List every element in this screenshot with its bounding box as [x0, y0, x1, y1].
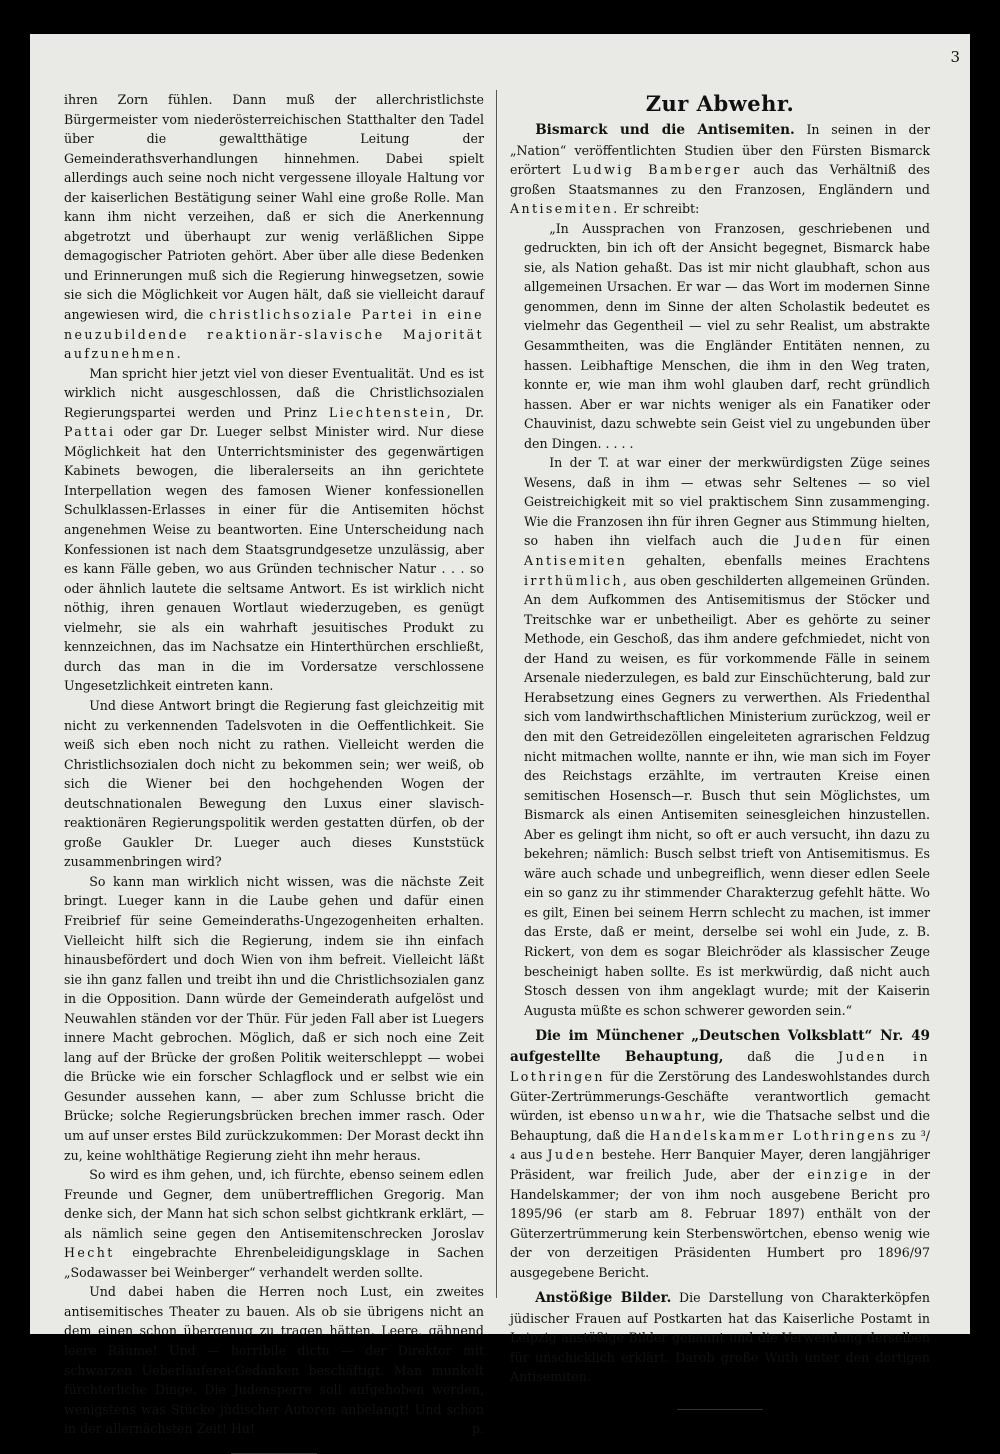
- page-number: 3: [950, 48, 960, 66]
- paragraph-text: Die Darstellung von Charakterköpfen jüdischer Frauen auf Postkarten hat das Kaiserliche Postamt in Leipzig anstößige Bilder genannt und die Verwendung derselben für unschicklich erklärt. Darob große Wuth unter den dortigen Antisemiten.: [510, 1290, 930, 1385]
- quote-paragraph: „In Aussprachen von Franzosen, geschriebenen und gedruckten, bin ich oft der Ansicht begegnet, Bismarck habe sie, als Nation gehaßt. Das ist mir nicht glaubhaft, schon aus allgemeinen Ursachen. Er war — das Wort im modernen Sinne genommen, denn im Sinne der alten Scholastik bedeutet es vielmehr das Gegentheil — viel zu sehr Realist, um abstrakte Gesammtheiten, was die Engländer Entitäten nennen, zu hassen. Leibhaftige Menschen, die ihm in den Weg traten, konnte er, wie man ihm wohl glauben darf, recht gründlich hassen. Aber er war nichts weniger als ein Fanatiker oder Chauvinist, dazu schwebte sein Geist viel zu ungebunden über den Dingen. . . . .: [524, 220, 930, 451]
- paragraph-text: zu ³/₄ aus: [510, 1127, 930, 1163]
- paragraph-text: auch das Verhältniß des großen Staatsmannes zu den Franzosen, Engländern und: [510, 162, 930, 197]
- paragraph-text: daß die: [747, 1048, 815, 1064]
- paragraph-text: So wird es ihm gehen, und, ich fürchte, ebenso seinem edlen Freunde und Gegner, dem unübertrefflichen Gregorig. Man denke sich, der Mann hat sich schon selbst gichtkrank erklärt, — als nämlich seine gegen den Antisemitenschrecken Joroslav: [64, 1167, 484, 1241]
- spaced-emphasis: Antisemiten: [524, 553, 628, 569]
- spaced-emphasis: Antisemiten.: [510, 201, 620, 217]
- spaced-emphasis: christlichsoziale Partei in eine neuzubildende reaktionär-slavische Majorität aufzunehmen.: [64, 307, 484, 362]
- article-headline: Bismarck und die Antisemiten.: [535, 122, 795, 138]
- paragraph-text: Er schreibt:: [623, 201, 700, 217]
- spaced-emphasis: Juden: [547, 1147, 597, 1163]
- paragraph: [64, 1282, 484, 1438]
- paragraph-text: in der Handelskammer; der von ihm noch ausgebene Bericht pro 1895/96 (er starb am 8. Februar 1897) enthält von der Güterzertrümmerung kein Sterbenswörtchen, ebenso wenig wie der von derzeitigen Präsidenten Humbert pro 1896/97 ausgegebene Bericht.: [510, 1166, 930, 1280]
- right-column: [510, 90, 930, 1410]
- article-bismarck: [510, 120, 930, 219]
- paragraph-text: In seinen in der „Nation“ veröffentlichten Studien über den Fürsten Bismarck erörtert: [510, 122, 930, 178]
- spaced-emphasis: Handelskammer Lothringens: [649, 1127, 897, 1143]
- paragraph-text: eingebrachte Ehrenbeleidigungsklage in Sachen „Sodawasser bei Weinberger“ verhandelt werden sollte.: [64, 1245, 484, 1280]
- paragraph-text: bestehe. Herr Banquier Mayer, deren langjähriger Präsident, war freilich Jude, aber der: [510, 1147, 930, 1182]
- spaced-emphasis: irrthümlich,: [524, 572, 630, 588]
- left-column: [64, 90, 484, 1454]
- spaced-emphasis: Juden in Lothringen: [510, 1048, 930, 1085]
- paragraph-text: Man spricht hier jetzt viel von dieser Eventualität. Und es ist wirklich nicht ausgeschlossen, daß die Christlichsozialen Regierungspartei werden und Prinz: [64, 365, 484, 420]
- quote-paragraph: [524, 453, 930, 1020]
- person-name: Liechtenstein,: [328, 404, 454, 420]
- paragraph-text: für die Zerstörung des Landeswohlstandes durch Güter-Zertrümmerungs-Geschäfte verantwortlich gemacht würden, ist ebenso: [510, 1069, 930, 1124]
- column-divider: [496, 90, 497, 1298]
- paragraph-text: ihren Zorn fühlen. Dann muß der allerchristlichste Bürgermeister vom niederösterreichischen Statthalter den Tadel über die gewaltthätige Leitung der Gemeinderathsverhandlungen hinnehmen. Dabei spielt allerdings auch seine noch nicht vergessene illoyale Haltung vor der kaiserlichen Bestätigung seiner Wahl eine große Rolle. Man kann ihm nicht verzeihen, daß er sich die Anerkennung abgetrotzt und überhaupt zur wenig verläßlichen Sippe demagogischer Patrioten gehört. Aber über alle diese Bedenken und Erinnerungen muß sich die Regierung hinwegsetzen, sowie sie sich die Möglichkeit vor Augen hält, daß sie vielleicht darauf angewiesen wird, die: [64, 92, 484, 323]
- person-name: Hecht: [64, 1245, 115, 1261]
- article-headline: Die im Münchener „Deutschen Volksblatt“ Nr. 49 aufgestellte Behauptung,: [510, 1028, 930, 1065]
- article-headline: Anstößige Bilder.: [535, 1290, 672, 1307]
- paragraph: [64, 90, 484, 364]
- paragraph: [64, 1165, 484, 1282]
- end-rule: [677, 1409, 763, 1410]
- paragraph-text: für einen: [859, 533, 930, 549]
- spaced-emphasis: einzige: [807, 1166, 870, 1182]
- author-signature: p.: [471, 1421, 484, 1437]
- section-title: Zur Abwehr.: [645, 91, 795, 116]
- article-volksblatt: [510, 1026, 930, 1282]
- paragraph-text: oder gar Dr. Lueger selbst Minister wird. Nur diese Möglichkeit hat den Unterrichtsminister des gegenwärtigen Kabinets bewogen, die liberalerseits an ihn gerichtete Interpellation wegen des famosen Wiener konfessionellen Schulklassen-Erlasses in einer für die Antisemiten höchst angenehmen Weise zu beantworten. Eine Unterscheidung nach Konfessionen ist nach dem Staatsgrundgesetze unzulässig, aber es kann Fälle geben, wo aus Gründen technischer Natur . . . so oder ähnlich lautete die seltsame Antwort. Es ist wirklich nicht nöthig, ihren genauen Wortlaut wiederzugeben, es genügt vielmehr, sie als ein wahrhaft jesuitisches Produkt zu kennzeichnen, das im Nachsatze ein Hinterthürchen erschließt, durch das man in die im Vordersatze verschlossene Ungesetzlichkeit eintreten kann.: [64, 424, 484, 694]
- paragraph-text: wie die Thatsache selbst und die Behauptung, daß die: [510, 1108, 930, 1143]
- block-quote: [524, 219, 930, 1020]
- paragraph-text: Und dabei haben die Herren noch Lust, ein zweites antisemitisches Theater zu bauen. Als ob sie übrigens nicht an dem einen schon übergenug zu tragen hätten. Leere, gähnend leere Räume! Und — horribile dictu — der Direktor mit schwarzen Ueberläuferei-Gedanken beschäftigt. Man munkelt fürchterliche Dinge. Die Judensperre soll aufgehoben werden, wenigstens was Stücke jüdischer Autoren anbelangt! Und schon in der allernächsten Zeit! Hu!: [64, 1284, 484, 1437]
- article-bilder: [510, 1288, 930, 1387]
- person-name: Pattai: [64, 424, 116, 440]
- paragraph-text: In der T. at war einer der merkwürdigsten Züge seines Wesens, daß in ihm — etwas sehr Seltenes — so viel Geistreichigkeit mit so viel praktischem Sinn zusammenging. Wie die Franzosen ihn für ihren Gegner aus Stimmung hielten, so haben ihn vielfach auch die: [524, 455, 930, 549]
- paragraph-text: gehalten, ebenfalls meines Erachtens: [645, 553, 930, 569]
- paragraph: Und diese Antwort bringt die Regierung fast gleichzeitig mit nicht zu verkennenden Tadelsvoten in die Oeffentlichkeit. Sie weiß sich eben noch nicht zu rathen. Vielleicht werden die Christlichsozialen doch nicht zu bekommen sein; wer weiß, ob sich die Wiener bei den hochgehenden Wogen der deutschnationalen Bewegung den Luxus einer slavisch-reaktionären Regierungspolitik werden gestatten dürfen, ob der große Gaukler Dr. Lueger auch dieses Kunststück zusammenbringen wird?: [64, 697, 484, 870]
- paragraph: [64, 364, 484, 696]
- spaced-emphasis: unwahr,: [639, 1108, 708, 1124]
- person-name: Ludwig Bamberger: [572, 162, 742, 178]
- paragraph: So kann man wirklich nicht wissen, was die nächste Zeit bringt. Lueger kann in die Laube gehen und dafür einen Freibrief für seine Gemeinderaths-Ungezogenheiten erhalten. Vielleicht hilft sich die Regierung, indem sie ihn einfach hinausbefördert und doch Wien von ihm befreit. Vielleicht läßt sie ihn ganz fallen und treibt ihn und die Christlichsozialen ganz in die Opposition. Dann würde der Gemeinderath aufgelöst und Neuwahlen ständen vor der Thür. Für jeden Fall aber ist Luegers innere Macht gebrochen. Möglich, daß er sich noch eine Zeit lang auf der Brücke der großen Politik weiterschleppt — wobei die Brücke wie ein forscher Schlagflock und er selbst wie ein Gesunder aussehen kann, — aber zum Schlusse bricht die Brücke; solche Regierungsbrücken brechen immer rasch. Oder um auf unser erstes Bild zurückzukommen: Der Morast deckt ihn zu, keine wohlthätige Regierung zieht ihn mehr heraus.: [64, 873, 484, 1163]
- paragraph-text: aus oben geschilderten allgemeinen Gründen. An dem Aufkommen des Antisemitismus der Stöcker und Treitschke war er unbetheiligt. Aber es gehörte zu seiner Methode, ein Geschoß, das ihm andere gefchmiedet, nicht von der Hand zu weisen, es für vorkommende Fälle in seinem Arsenale niederzulegen, es bald zur Einschüchterung, bald zur Herabsetzung eines Gegners zu verwerthen. Als Friedenthal sich vom landwirthschaftlichen Ministerium zurückzog, weil er den mit den Getreidezöllen eingeleiteten agrarischen Feldzug nicht mitmachen wollte, nannte er ihn, wie man sich im Foyer des Reichstags erzählte, im vertrauten Kreise einen semitischen Hosensch—r. Busch thut sein Möglichstes, um Bismarck als einen Antisemiten seinesgleichen hinzustellen. Aber es gelingt ihm nicht, so oft er auch versucht, ihn dazu zu bekehren; nämlich: Busch selbst trieft von Antisemitismus. Es wäre auch schade und unbegreiflich, wenn dieser edlen Seele ein so ganz zu ihr stimmender Charakterzug gefehlt hätte. Wo es gilt, Einen bei seinem Herrn schlecht zu machen, ist immer das Erste, daß er meint, derselbe sei wohl ein Jude, z. B. Rickert, von dem es sogar Bleichröder als klassischer Zeuge bescheinigt haben sollte. Es ist merkwürdig, daß nicht auch Stosch dessen von ihm angeklagt wurde; mit der Kaiserin Augusta müßte es schon schwerer geworden sein.“: [524, 572, 930, 1018]
- spaced-emphasis: Juden: [794, 533, 844, 549]
- paragraph-text: Dr.: [465, 404, 484, 420]
